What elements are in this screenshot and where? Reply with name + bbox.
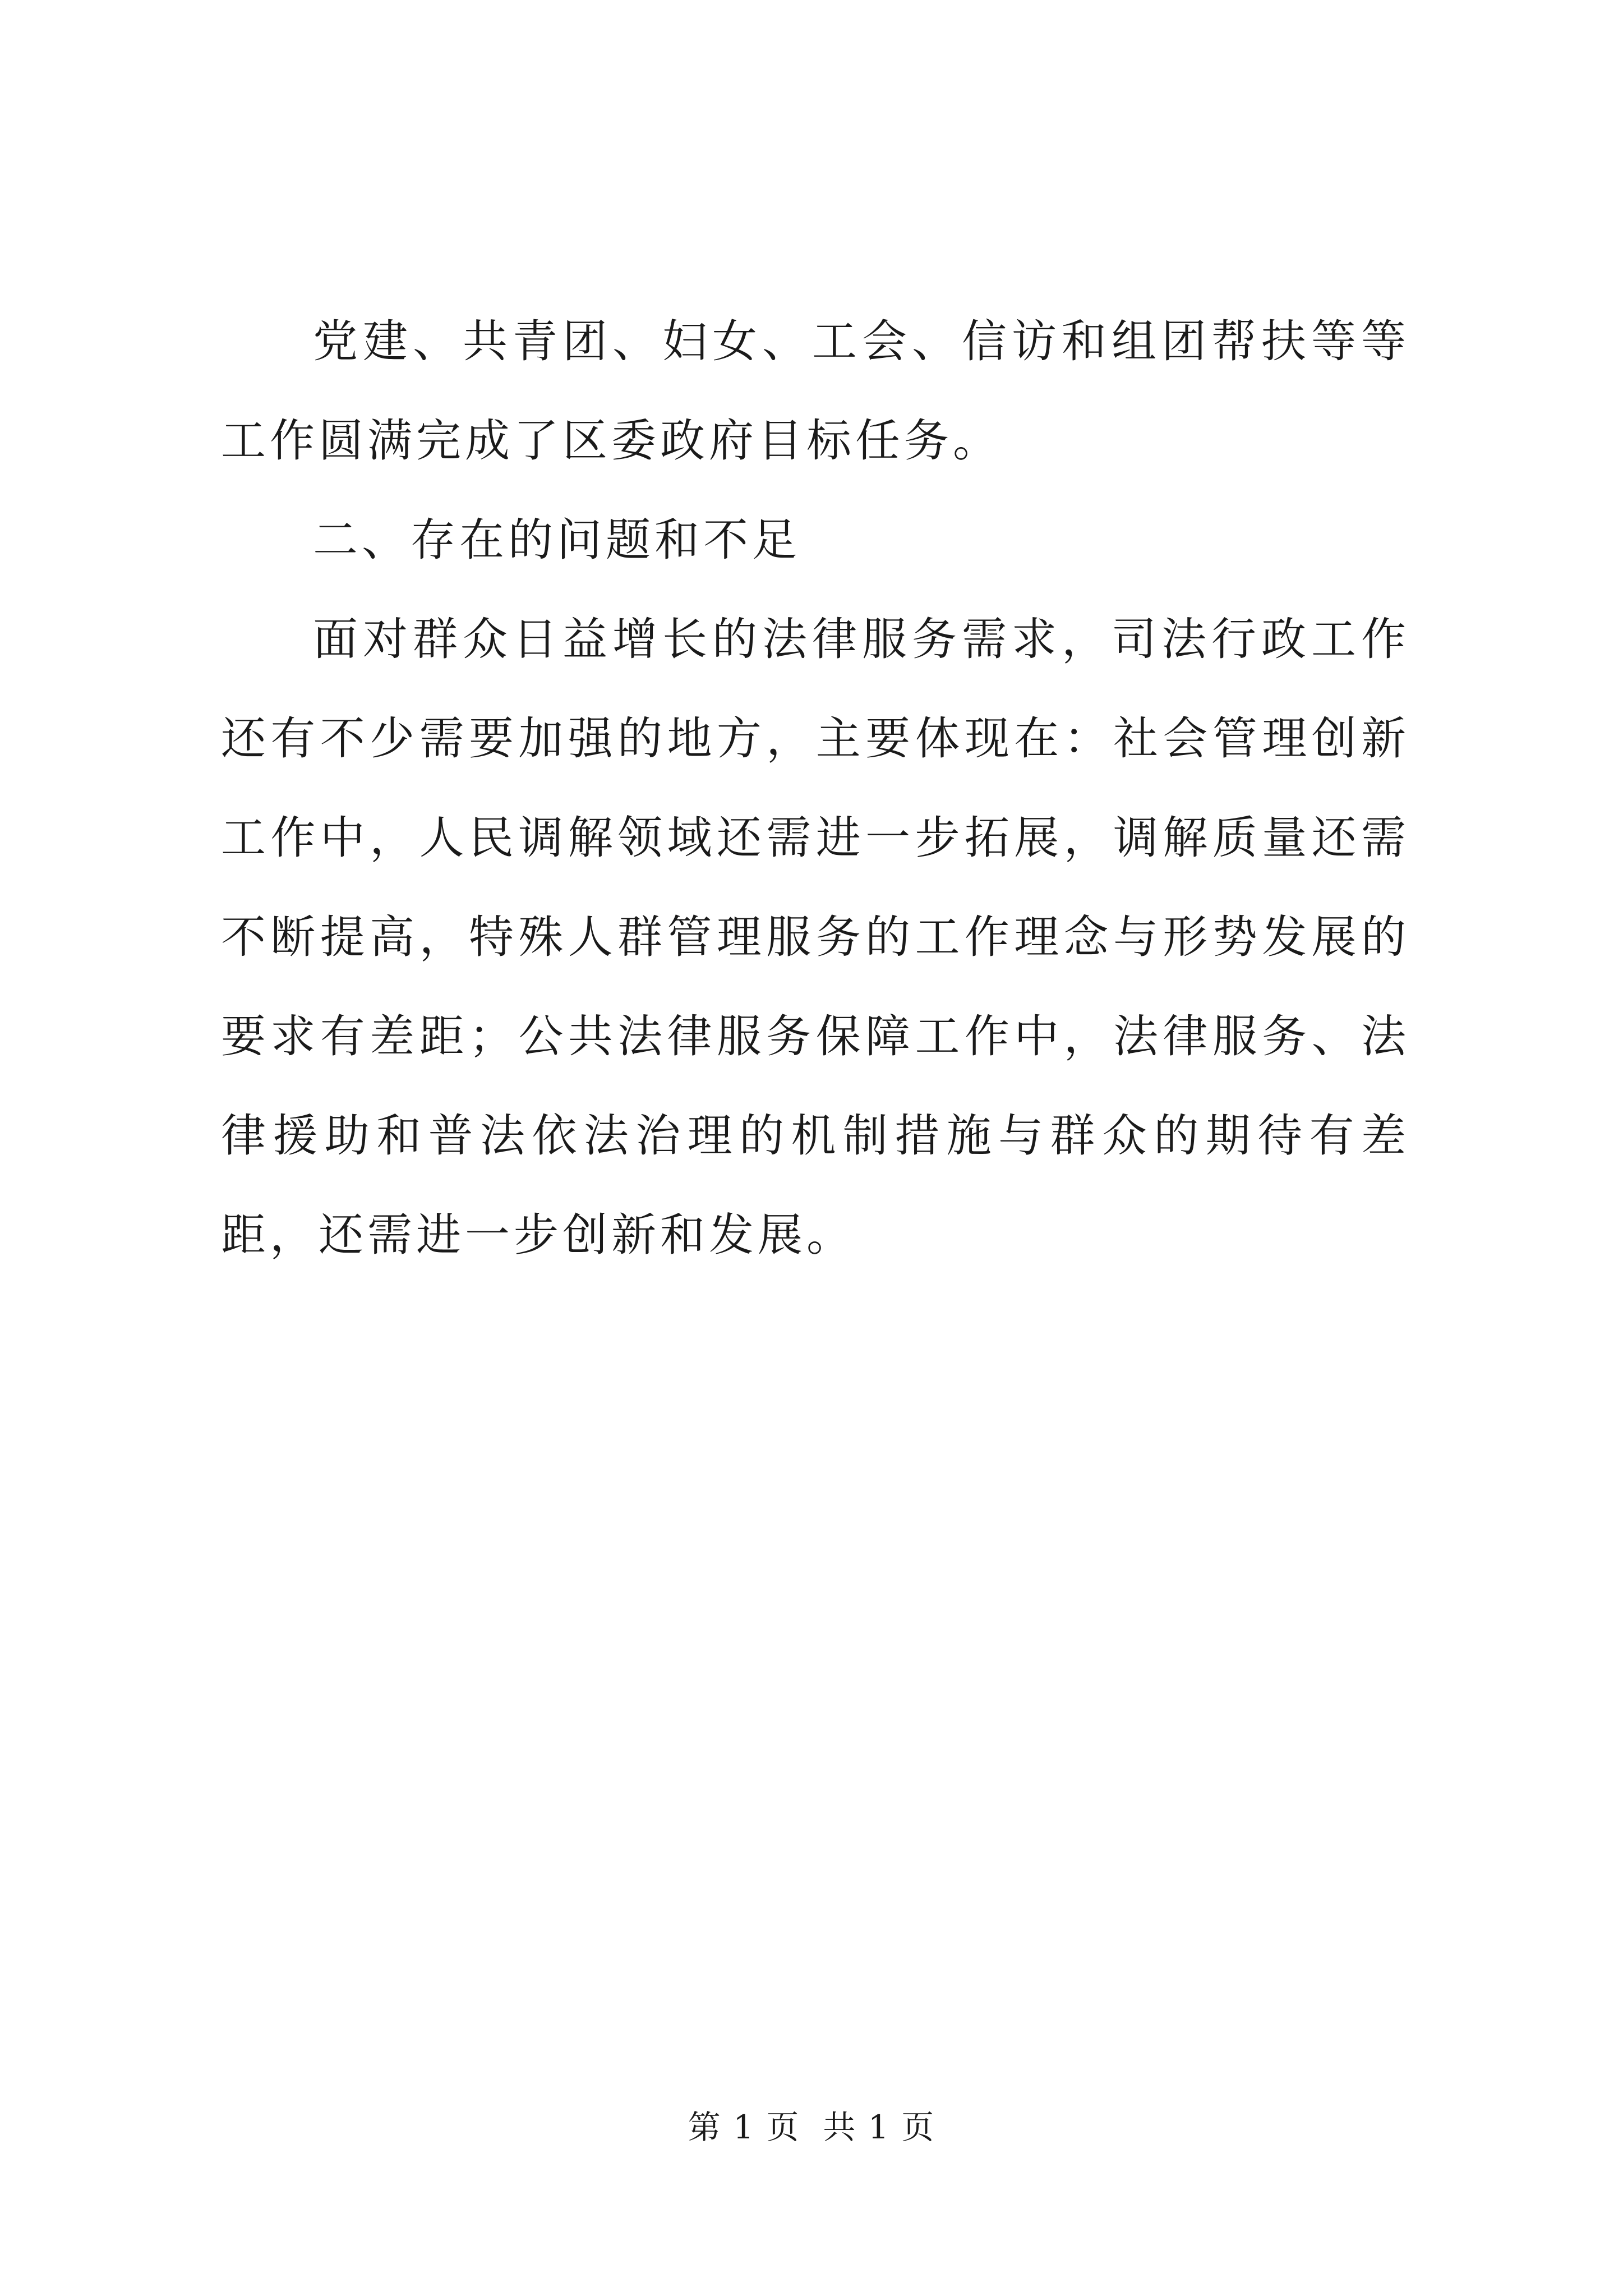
- paragraph-continuation: 党建、共青团、妇女、工会、信访和组团帮扶等等工作圆满完成了区委政府目标任务。: [221, 315, 1410, 467]
- page-number: 第 1 页 共 1 页: [688, 2108, 935, 2146]
- section-heading: 二、存在的问题和不足: [313, 514, 801, 566]
- page-footer: [0, 2105, 1623, 2150]
- document-body: [221, 292, 1410, 1285]
- paragraph-problems: 面对群众日益增长的法律服务需求，司法行政工作还有不少需要加强的地方，主要体现在：社会管理创新工作中，人民调解领域还需进一步拓展，调解质量还需不断提高，特殊人群管理服务的工作理念与形势发展的要求有差距；公共法律服务保障工作中，法律服务、法律援助和普法依法治理的机制措施与群众的期待有差距，还需进一步创新和发展。: [221, 613, 1410, 1261]
